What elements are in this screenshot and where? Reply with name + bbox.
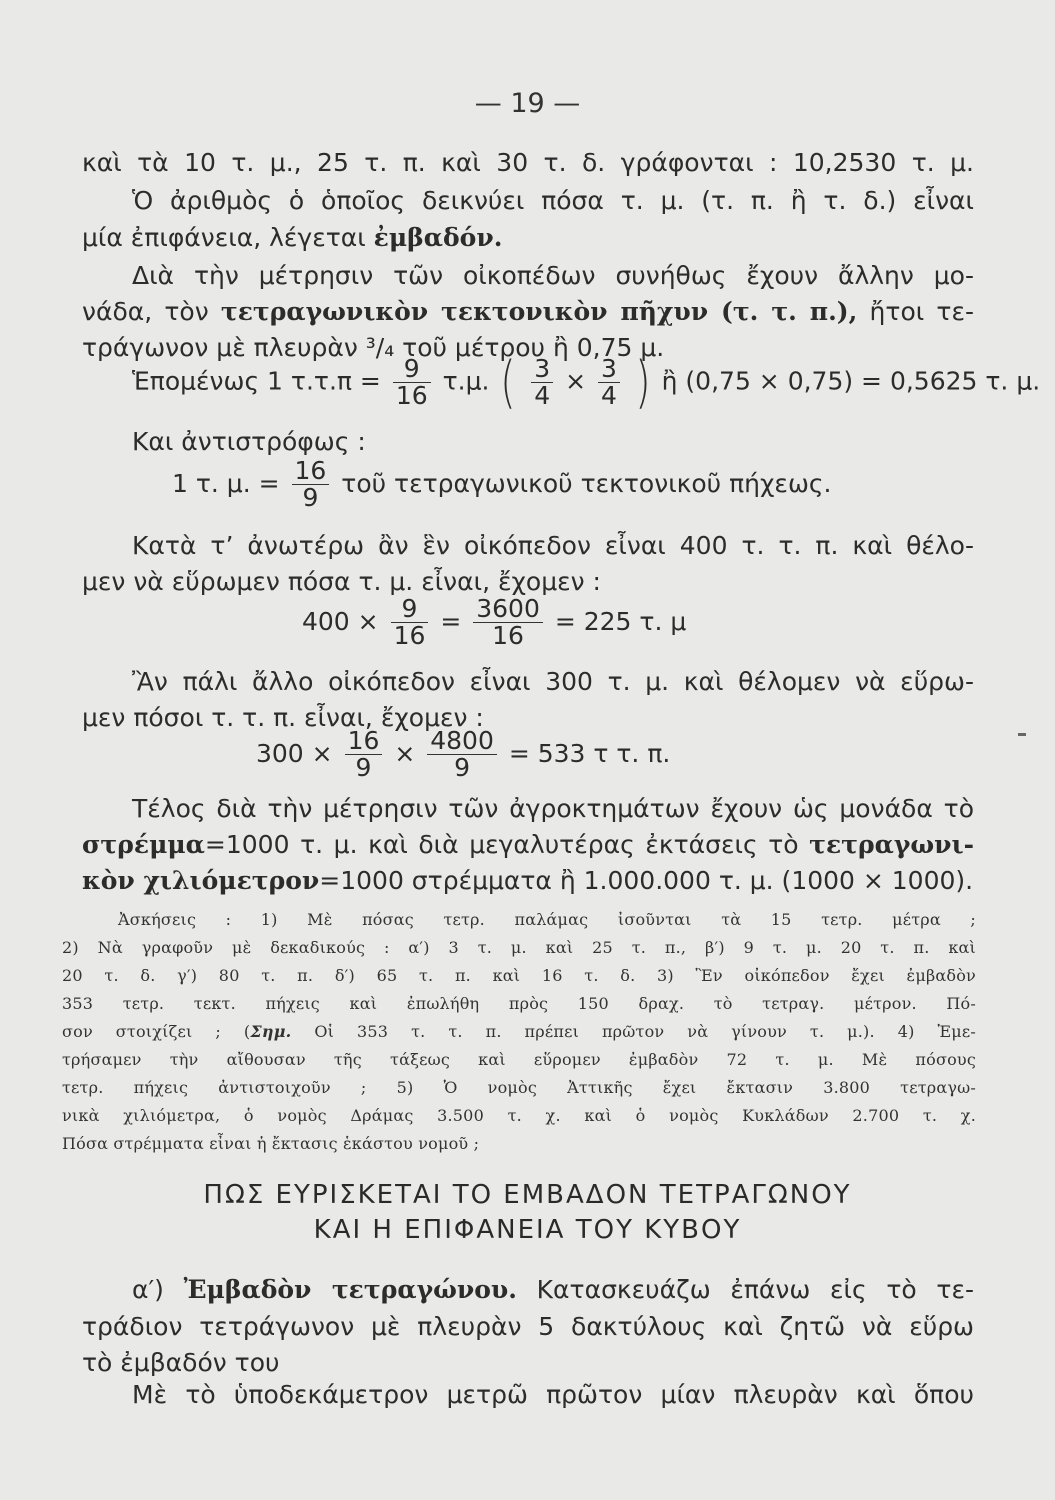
fraction-numerator: 9: [403, 353, 420, 383]
exercise-line: τρήσαμεν τὴν αἴθουσαν τῆς τάξεως καὶ εὕρομεν ἐμβαδὸν 72 τ. μ. Μὲ πόσους: [62, 1050, 976, 1069]
fraction: [292, 458, 330, 512]
note-label: Σημ.: [250, 1022, 292, 1041]
text-line: μεν πόσοι τ. τ. π. εἶναι, ἔχομεν :: [82, 703, 484, 732]
eq-text: 1 τ. μ. =: [172, 468, 280, 498]
exercise-line: [118, 910, 976, 929]
fraction: [531, 353, 553, 410]
fraction-numerator: 3: [600, 353, 617, 383]
fraction-denominator: 4: [531, 382, 553, 409]
text-line: τράδιον τετράγωνον μὲ πλευρὰν 5 δακτύλους καὶ ζητῶ νὰ εὕρω: [82, 1312, 974, 1341]
fraction-numerator: 4800: [430, 726, 494, 755]
fraction-numerator: 16: [294, 456, 327, 485]
fraction-denominator: 16: [391, 622, 429, 649]
equation-3: [302, 596, 686, 650]
fraction: [393, 353, 431, 410]
term-stremma: στρέμμα: [82, 830, 205, 859]
text-span: μία ἐπιφάνεια, λέγεται: [82, 223, 374, 252]
section-heading-line-2: ΚΑΙ Η ΕΠΙΦΑΝΕΙΑ ΤΟΥ ΚΥΒΟΥ: [313, 1215, 742, 1245]
fraction-numerator: 16: [347, 726, 380, 755]
text-span: α′): [132, 1275, 184, 1304]
equation-4: [256, 728, 670, 782]
term-chiliometron: κὸν χιλιόμετρον: [82, 866, 320, 895]
text-span: Κατασκευάζω ἐπάνω εἰς τὸ τε-: [516, 1275, 975, 1304]
fraction-numerator: 3600: [476, 594, 540, 623]
eq-text: 300 ×: [256, 738, 333, 768]
subsection-title: Ἐμβαδὸν τετραγώνου.: [183, 1275, 517, 1304]
exercises-label: Ἀσκήσεις :: [118, 910, 232, 929]
exercise-line: Πόσα στρέμματα εἶναι ἡ ἔκτασις ἑκάστου νομοῦ ;: [62, 1134, 480, 1153]
text-line: μεν νὰ εὕρωμεν πόσα τ. μ. εἶναι, ἔχομεν :: [82, 567, 601, 596]
fraction-numerator: 9: [401, 594, 418, 623]
text-line: [82, 223, 974, 252]
text-line: τράγωνον μὲ πλευρὰν ³/₄ τοῦ μέτρου ἢ 0,75 μ.: [82, 333, 665, 362]
fraction: [598, 353, 620, 410]
text-line: [132, 1275, 974, 1304]
eq-text: τ.μ.: [442, 366, 490, 396]
text-line: Ὁ ἀριθμὸς ὁ ὁποῖος δεικνύει πόσα τ. μ. (τ. π. ἢ τ. δ.) εἶναι: [132, 186, 974, 215]
term-tektonikos-pichys: τετραγωνικὸν τεκτονικὸν πῆχυν (τ. τ. π.),: [220, 297, 858, 326]
text-line: [82, 866, 974, 895]
fraction: [345, 728, 383, 782]
fraction: [427, 728, 497, 782]
eq-text: ἢ (0,75 × 0,75) = 0,5625 τ. μ.: [661, 366, 1041, 396]
fraction-denominator: 9: [292, 484, 330, 511]
left-parenthesis: (: [500, 350, 516, 415]
text-line: τὸ ἐμβαδόν του: [82, 1348, 280, 1377]
equation-2: [172, 458, 832, 512]
text-line: Και ἀντιστρόφως :: [132, 427, 366, 456]
fraction-denominator: 9: [427, 754, 497, 781]
scan-mark: [1018, 733, 1026, 736]
exercise-line: τετρ. πήχεις ἀντιστοιχοῦν ; 5) Ὁ νομὸς Ἀττικῆς ἔχει ἔκτασιν 3.800 τετραγω-: [62, 1078, 976, 1097]
equation-1: [132, 350, 1041, 415]
eq-text: 400 ×: [302, 606, 379, 636]
text-span: νάδα, τὸν: [82, 297, 221, 326]
text-line: Ἂν πάλι ἄλλο οἰκόπεδον εἶναι 300 τ. μ. καὶ θέλομεν νὰ εὕρω-: [132, 667, 974, 696]
text-line: [82, 297, 974, 326]
fraction-numerator: 3: [534, 353, 551, 383]
eq-text: = 225 τ. μ: [554, 606, 687, 636]
text-span: =1000 στρέμματα ἢ 1.000.000 τ. μ. (1000 × 1000).: [319, 866, 974, 895]
fraction: [473, 596, 543, 650]
text-span: Οἱ 353 τ. τ. π. πρέπει πρῶτον νὰ γίνουν τ. μ.). 4) Ἐμε-: [291, 1022, 976, 1041]
eq-operator: ×: [394, 738, 416, 768]
text-span: ἤτοι τε-: [857, 297, 974, 326]
exercise-line: 20 τ. δ. γ′) 80 τ. π. δ′) 65 τ. π. καὶ 16 τ. δ. 3) Ἓν οἰκόπεδον ἔχει ἐμβαδὸν: [62, 966, 976, 985]
text-line: [82, 830, 974, 859]
fraction-denominator: 4: [598, 382, 620, 409]
fraction-denominator: 16: [473, 622, 543, 649]
fraction-denominator: 16: [393, 382, 431, 409]
text-line: Τέλος διὰ τὴν μέτρησιν τῶν ἀγροκτημάτων ἔχουν ὡς μονάδα τὸ: [132, 794, 974, 823]
eq-text: Ἑπομένως 1 τ.τ.π =: [132, 366, 381, 396]
section-heading-line-1: ΠΩΣ ΕΥΡΙΣΚΕΤΑΙ ΤΟ ΕΜΒΑΔΟΝ ΤΕΤΡΑΓΩΝΟΥ: [203, 1180, 852, 1210]
right-parenthesis: ): [635, 350, 651, 415]
text-line: Μὲ τὸ ὑποδεκάμετρον μετρῶ πρῶτον μίαν πλευρὰν καὶ ὅπου: [132, 1380, 974, 1409]
exercise-line: 353 τετρ. τεκτ. πήχεις καὶ ἐπωλήθη πρὸς 150 δραχ. τὸ τετραγ. μέτρον. Πό-: [62, 994, 976, 1013]
term-emvadon: ἐμβαδόν.: [373, 223, 503, 252]
eq-operator: ×: [565, 366, 587, 396]
text-span: σον στοιχίζει ; (: [62, 1022, 251, 1041]
fraction-denominator: 9: [345, 754, 383, 781]
eq-text: = 533 τ τ. π.: [508, 738, 671, 768]
text-line: Διὰ τὴν μέτρησιν τῶν οἰκοπέδων συνήθως ἔχουν ἄλλην μο-: [132, 261, 974, 290]
term-tetragoniko: τετραγωνι-: [809, 830, 974, 859]
text-line: Κατὰ τ’ ἀνωτέρω ἂν ἓν οἰκόπεδον εἶναι 400 τ. τ. π. καὶ θέλο-: [132, 531, 974, 560]
fraction: [391, 596, 429, 650]
exercise-line: [62, 1022, 976, 1041]
exercise-line: νικὰ χιλιόμετρα, ὁ νομὸς Δράμας 3.500 τ. χ. καὶ ὁ νομὸς Κυκλάδων 2.700 τ. χ.: [62, 1106, 976, 1125]
eq-operator: =: [440, 606, 462, 636]
text-span: 1) Μὲ πόσας τετρ. παλάμας ἰσοῦνται τὰ 15 τετρ. μέτρα ;: [231, 910, 977, 929]
eq-text: τοῦ τετραγωνικοῦ τεκτονικοῦ πήχεως.: [341, 468, 832, 498]
text-span: =1000 τ. μ. καὶ διὰ μεγαλυτέρας ἐκτάσεις τὸ: [204, 830, 810, 859]
page-number: — 19 —: [474, 88, 581, 119]
exercise-line: 2) Νὰ γραφοῦν μὲ δεκαδικούς : α′) 3 τ. μ. καὶ 25 τ. π., β′) 9 τ. μ. 20 τ. π. καὶ: [62, 938, 976, 957]
text-line: καὶ τὰ 10 τ. μ., 25 τ. π. καὶ 30 τ. δ. γράφονται : 10,2530 τ. μ.: [82, 148, 974, 177]
